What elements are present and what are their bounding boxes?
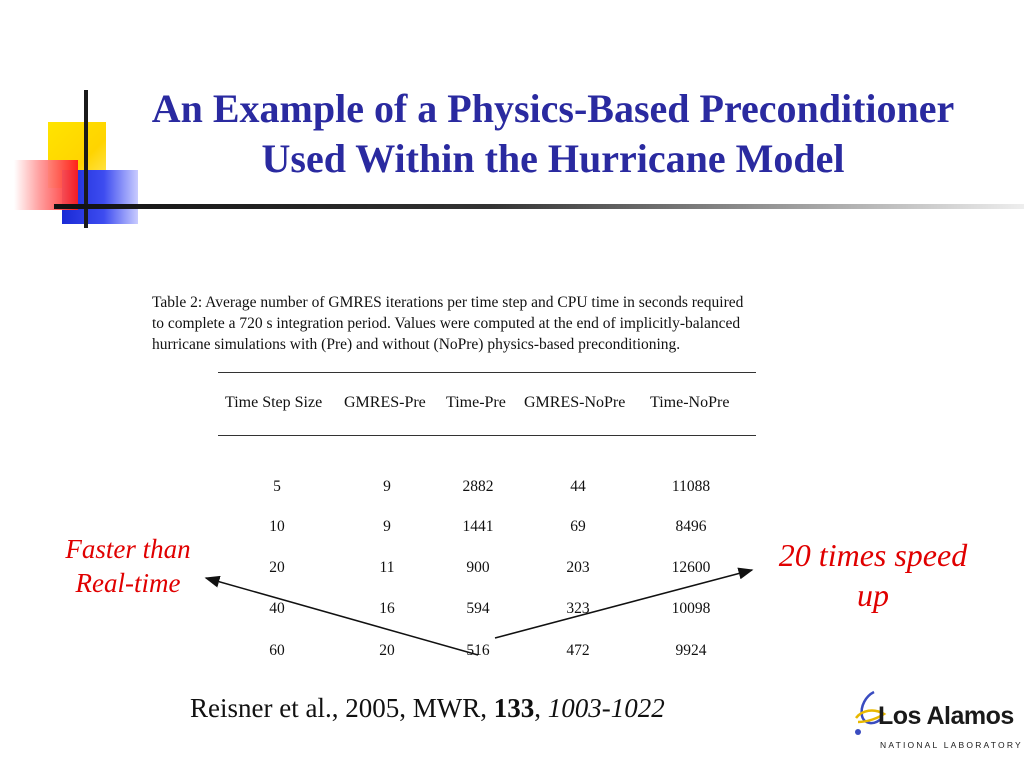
annotation-left-line-1: Faster than <box>65 534 191 564</box>
table-cell: 16 <box>379 600 395 617</box>
citation-pages: 1003-1022 <box>547 693 665 723</box>
table-cell: 10098 <box>671 600 711 617</box>
annotation-speed-up <box>748 535 998 615</box>
table-cell: 203 <box>566 559 590 576</box>
citation-volume: 133 <box>493 693 535 723</box>
annotation-right-line-1: 20 times speed <box>778 537 968 573</box>
table-cell: 1441 <box>462 518 494 535</box>
column-header-time-nopre: Time-NoPre <box>650 394 730 411</box>
table-cell: 11088 <box>671 478 711 495</box>
table-cell: 12600 <box>671 559 711 576</box>
table-cell: 516 <box>466 642 490 659</box>
table-cell: 10 <box>269 518 285 535</box>
annotation-faster-than-real-time <box>38 532 218 600</box>
column-header-gmres-nopre: GMRES-NoPre <box>524 394 626 411</box>
column-header-time-step-size: Time Step Size <box>225 394 323 411</box>
caption-line-2: to complete a 720 s integration period. Values were computed at the end of implicitly-balanced <box>152 315 741 332</box>
citation-separator: , <box>534 693 548 723</box>
arrow-to-right-annotation <box>495 570 752 638</box>
logo-name: Los Alamos <box>878 702 1014 730</box>
table-cell: 9 <box>383 518 391 535</box>
table-cell: 472 <box>566 642 590 659</box>
table-cell: 323 <box>566 600 590 617</box>
table-cell: 11 <box>379 559 395 576</box>
table-cell: 40 <box>269 600 285 617</box>
table-cell: 2882 <box>462 478 494 495</box>
table-cell: 69 <box>570 518 586 535</box>
arrow-to-left-annotation <box>206 578 478 655</box>
annotation-right-line-2: up <box>857 577 889 613</box>
table-cell: 8496 <box>675 518 707 535</box>
title-line-1: An Example of a Physics-Based Preconditioner <box>151 86 955 131</box>
caption-line-1: Table 2: Average number of GMRES iterations per time step and CPU time in seconds required <box>152 294 744 311</box>
table-cell: 9924 <box>675 642 707 659</box>
annotation-left-line-2: Real-time <box>75 568 181 598</box>
table-cell: 60 <box>269 642 285 659</box>
table-cell: 20 <box>269 559 285 576</box>
column-header-time-pre: Time-Pre <box>446 394 506 411</box>
table-cell: 20 <box>379 642 395 659</box>
table-cell: 5 <box>273 478 281 495</box>
citation <box>190 693 665 724</box>
table-cell: 900 <box>466 559 490 576</box>
caption-line-3: hurricane simulations with (Pre) and without (NoPre) physics-based preconditioning. <box>152 336 681 353</box>
column-header-gmres-pre: GMRES-Pre <box>344 394 426 411</box>
table-cell: 594 <box>466 600 490 617</box>
logo-subtitle: NATIONAL LABORATORY <box>880 740 1023 750</box>
table-cell: 44 <box>570 478 586 495</box>
title-line-2: Used Within the Hurricane Model <box>261 136 845 181</box>
citation-authors: Reisner et al., 2005, MWR, <box>190 693 494 723</box>
table-cell: 9 <box>383 478 391 495</box>
